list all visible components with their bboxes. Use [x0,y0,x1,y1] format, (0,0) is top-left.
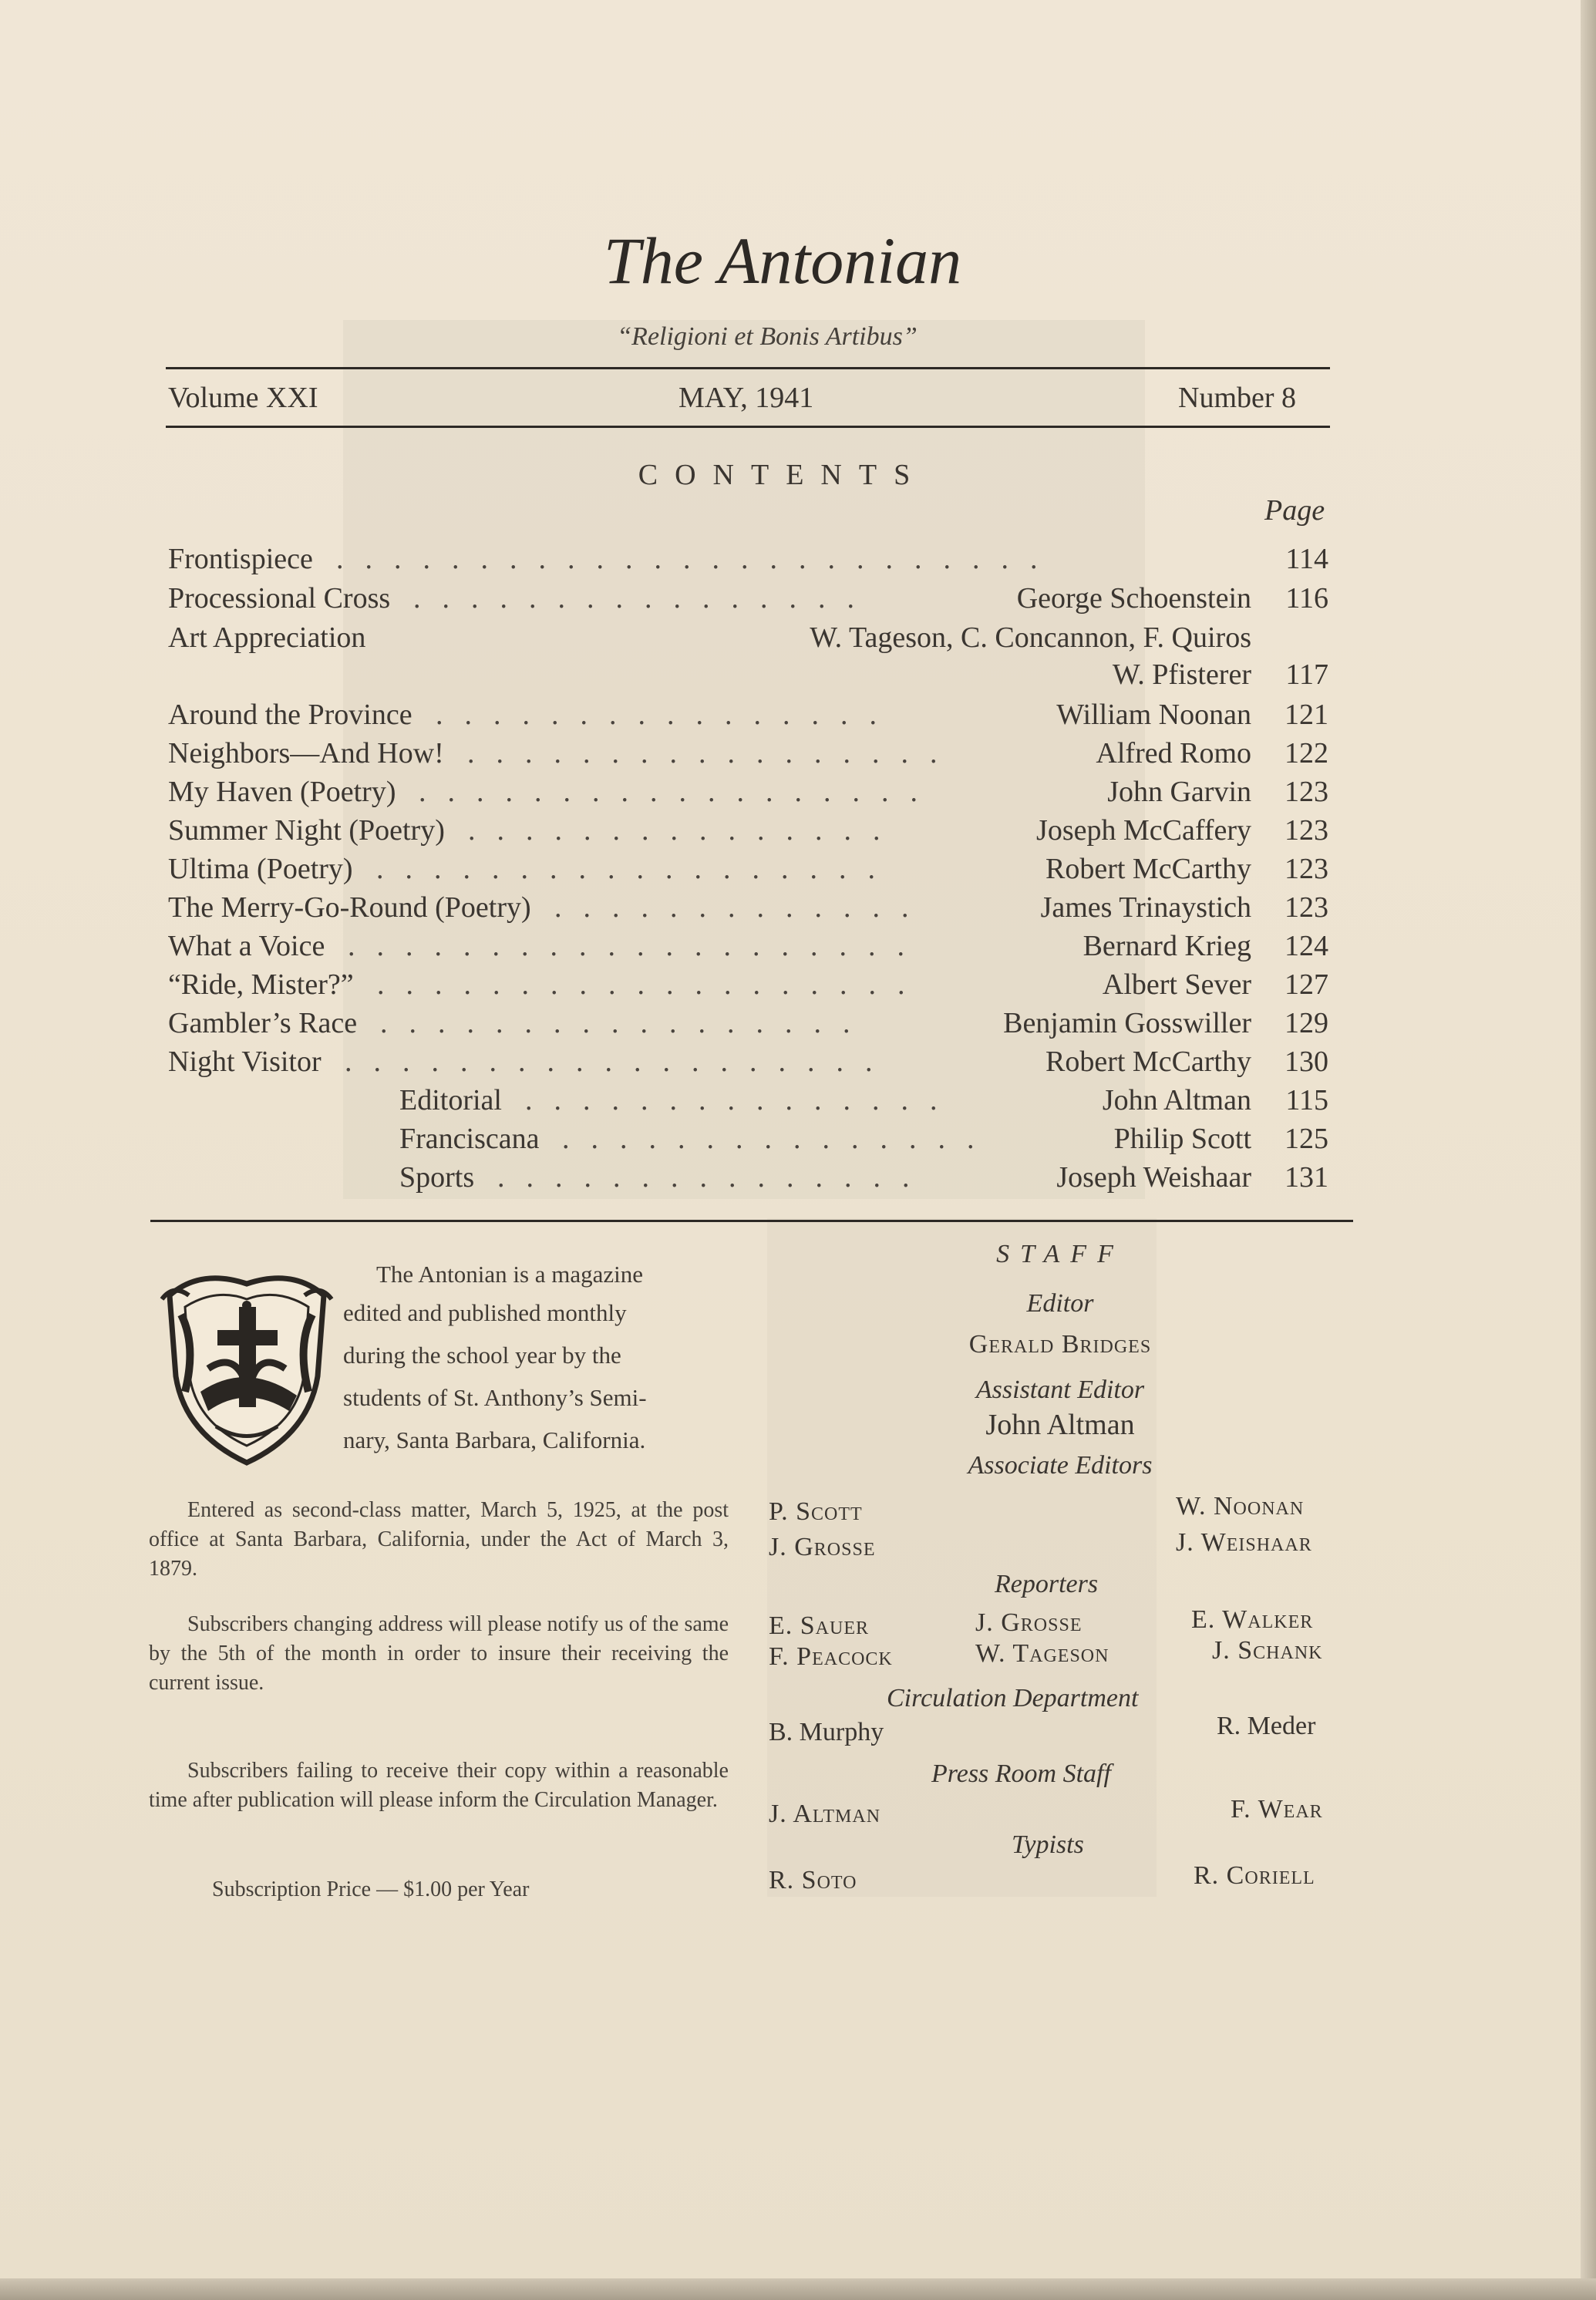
toc-page-number: 114 [1285,543,1328,575]
toc-title: Neighbors—And How! [168,737,444,769]
toc-page-number: 125 [1285,1123,1328,1155]
toc-entry [168,621,1328,691]
toc-entry [168,1122,1328,1160]
toc-title: Night Visitor [168,1046,322,1078]
toc-leader-dots: ................... [377,968,927,1001]
toc-leader-dots: ............... [562,1123,996,1155]
about-line-2: edited and published monthly [343,1299,627,1326]
typists-label: Typists [1012,1830,1084,1859]
about-line-4: students of St. Anthony’s Semi- [343,1384,647,1411]
toc-page-number: 123 [1285,814,1328,847]
toc-leader-dots: ............. [554,891,931,924]
toc-entry [168,542,1328,581]
toc-title: Sports [399,1161,475,1194]
toc-page-number: 129 [1285,1007,1328,1039]
toc-title: Editorial [399,1084,502,1116]
toc-title: “Ride, Mister?” [168,968,354,1001]
toc-page-number: 115 [1285,1084,1328,1116]
toc-page-number: 122 [1285,737,1328,769]
toc-author: Albert Sever [1102,968,1251,1001]
associate-editor-2: W. Noonan [1176,1492,1305,1520]
associate-editors-label: Associate Editors [968,1451,1153,1480]
subscribers-change-notice: Subscribers changing address will please notify us of the same by the 5th of the month in order to insure their receiving the current issue. [149,1612,729,1695]
circulation-label: Circulation Department [887,1684,1139,1712]
assistant-editor-name: John Altman [985,1409,1135,1441]
toc-title: My Haven (Poetry) [168,776,396,808]
toc-entry [168,581,1328,620]
toc-author: Joseph McCaffery [1036,814,1251,847]
toc-leader-dots: ................ [413,582,876,615]
toc-author: Robert McCarthy [1045,853,1251,885]
contents-heading: CONTENTS [638,459,928,491]
toc-page-number: 123 [1285,891,1328,924]
toc-title: Processional Cross [168,582,391,615]
toc-author: Philip Scott [1113,1123,1251,1155]
circulation-2: R. Meder [1217,1712,1316,1740]
toc-author: James Trinaystich [1040,891,1251,924]
toc-entry [168,1006,1328,1045]
toc-page-number: 123 [1285,853,1328,885]
toc-leader-dots: ................ [436,699,898,731]
toc-entry [168,1160,1328,1199]
associate-editor-4: J. Weishaar [1176,1528,1312,1557]
magazine-title: The Antonian [603,224,962,298]
toc-entry [168,736,1328,775]
typist-1: R. Soto [769,1866,857,1894]
toc-leader-dots: ............... [468,814,902,847]
pressroom-label: Press Room Staff [931,1760,1111,1788]
toc-leader-dots: ................. [467,737,959,769]
reporter-4: F. Peacock [769,1642,893,1671]
toc-author: John Garvin [1107,776,1251,808]
toc-entry [168,852,1328,891]
assistant-editor-label: Assistant Editor [975,1376,1145,1404]
toc-author: Bernard Krieg [1083,930,1251,962]
associate-editor-1: P. Scott [769,1497,863,1526]
toc-leader-dots: ............... [497,1161,931,1194]
toc-leader-dots: ................... [345,1046,894,1078]
toc-title: Frontispiece [168,543,313,575]
circulation-1: B. Murphy [769,1718,884,1746]
toc-entry [168,775,1328,813]
shield-crest-icon [154,1261,339,1469]
reporter-3: E. Walker [1191,1605,1314,1634]
page-column-label: Page [1264,494,1325,527]
entered-notice: Entered as second-class matter, March 5, 1925, at the post office at Santa Barbara, California, under the Act of March 3, 1879. [149,1498,729,1581]
toc-title: Ultima (Poetry) [168,853,353,885]
toc-leader-dots: ................. [380,1007,872,1039]
toc-author: Robert McCarthy [1045,1046,1251,1078]
toc-page-number: 121 [1285,699,1328,731]
volume-label: Volume XXI [168,382,318,414]
about-line-5: nary, Santa Barbara, California. [343,1426,646,1453]
reporters-label: Reporters [995,1570,1099,1598]
typist-2: R. Coriell [1194,1861,1315,1890]
toc-title: What a Voice [168,930,325,962]
toc-entry [168,891,1328,929]
toc-title: Art Appreciation [168,621,366,654]
toc-author: Joseph Weishaar [1056,1161,1251,1194]
toc-leader-dots: .................. [419,776,939,808]
associate-editor-3: J. Grosse [769,1533,876,1561]
editor-label: Editor [1026,1289,1094,1318]
toc-author: George Schoenstein [1016,582,1251,615]
about-line-3: during the school year by the [343,1342,621,1369]
subscribers-failing-notice: Subscribers failing to receive their copy within a reasonable time after publication will please inform the Circulation Manager. [149,1759,729,1812]
about-line-1: The Antonian is a magazine [376,1261,644,1288]
subscription-price: Subscription Price — $1.00 per Year [212,1877,530,1901]
masthead-rule-bottom [166,426,1330,428]
pressroom-2: F. Wear [1231,1795,1323,1823]
reporter-1: E. Sauer [769,1611,870,1640]
toc-leader-dots: .................. [376,853,897,885]
toc-author: Benjamin Gosswiller [1003,1007,1251,1039]
toc-author: W. Tageson, C. Concannon, F. Quiros [810,621,1251,654]
toc-author-continued: W. Pfisterer [1112,658,1251,691]
toc-author: William Noonan [1056,699,1251,731]
reporter-6: J. Schank [1212,1636,1323,1665]
pressroom-1: J. Altman [769,1800,881,1828]
reporter-2: J. Grosse [975,1608,1083,1637]
toc-entry [168,1045,1328,1083]
toc-page-number: 117 [1285,658,1328,691]
section-divider [150,1220,1353,1222]
editor-name: Gerald Bridges [968,1330,1152,1359]
reporter-5: W. Tageson [975,1639,1109,1668]
masthead-rule-top [166,367,1330,369]
toc-author: Alfred Romo [1096,737,1251,769]
toc-title: Franciscana [399,1123,540,1155]
toc-leader-dots: ......................... [336,543,1059,575]
toc-leader-dots: .................... [348,930,926,962]
toc-entry [168,698,1328,736]
toc-entry [168,1083,1328,1122]
toc-page-number: 123 [1285,776,1328,808]
toc-title: Gambler’s Race [168,1007,358,1039]
toc-leader-dots: ............... [525,1084,959,1116]
toc-page-number: 116 [1285,582,1328,615]
toc-page-number: 131 [1285,1161,1328,1194]
toc-title: Summer Night (Poetry) [168,814,445,847]
staff-heading: STAFF [996,1240,1124,1268]
toc-entry [168,929,1328,968]
toc-title: The Merry-Go-Round (Poetry) [168,891,531,924]
toc-title: Around the Province [168,699,412,731]
toc-page-number: 130 [1285,1046,1328,1078]
issue-date: MAY, 1941 [678,382,814,414]
toc-author: John Altman [1102,1084,1251,1116]
page-bottom-edge [0,2278,1596,2300]
toc-entry [168,968,1328,1006]
toc-entry [168,813,1328,852]
toc-page-number: 127 [1285,968,1328,1001]
toc-page-number: 124 [1285,930,1328,962]
magazine-motto: “Religioni et Bonis Artibus” [617,322,918,351]
page-edge [1581,0,1596,2300]
issue-number: Number 8 [1178,382,1297,414]
